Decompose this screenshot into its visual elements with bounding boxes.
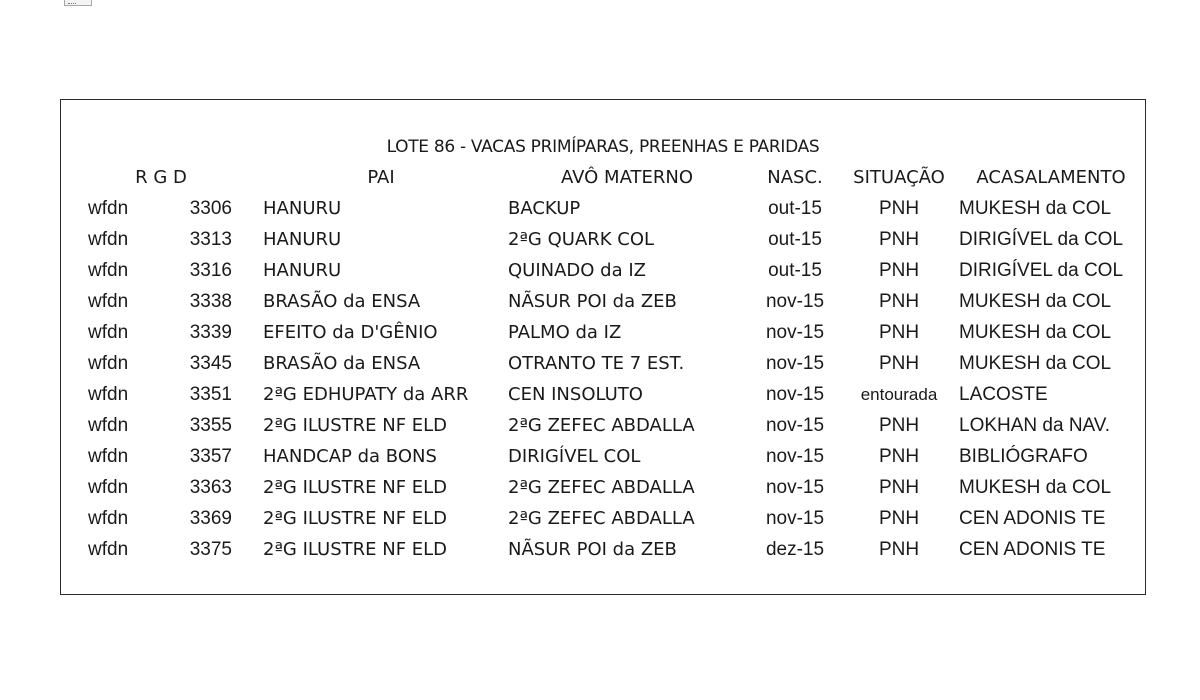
- cell-situacao: PNH: [878, 322, 920, 343]
- cell-situacao: PNH: [878, 229, 920, 250]
- cell-avo-materno: DIRIGÍVEL COL: [508, 446, 641, 467]
- cell-prefix: wfdn: [88, 229, 129, 250]
- table-row: [0, 538, 1200, 569]
- cell-pai: EFEITO da D'GÊNIO: [263, 322, 438, 343]
- cell-acasalamento: MUKESH da COL: [959, 353, 1112, 374]
- cell-avo-materno: NÃSUR POI da ZEB: [508, 539, 677, 560]
- cell-avo-materno: 2ªG ZEFEC ABDALLA: [508, 508, 695, 529]
- header-nasc: NASC.: [767, 167, 823, 188]
- header-rgd: R G D: [135, 167, 187, 188]
- cell-pai: 2ªG ILUSTRE NF ELD: [263, 539, 448, 560]
- cell-rgd: 3351: [189, 384, 232, 405]
- cell-rgd: 3369: [189, 508, 232, 529]
- cell-acasalamento: DIRIGÍVEL da COL: [959, 229, 1124, 250]
- cell-rgd: 3339: [189, 322, 232, 343]
- cell-acasalamento: LACOSTE: [959, 384, 1048, 405]
- cell-prefix: wfdn: [88, 446, 129, 467]
- cell-nasc: dez-15: [765, 539, 825, 560]
- cell-pai: BRASÃO da ENSA: [263, 353, 421, 374]
- table-body: [0, 197, 1200, 569]
- cell-avo-materno: OTRANTO TE 7 EST.: [508, 353, 685, 374]
- cell-pai: 2ªG ILUSTRE NF ELD: [263, 477, 448, 498]
- cell-pai: HANURU: [263, 229, 342, 250]
- cell-avo-materno: QUINADO da IZ: [508, 260, 646, 281]
- cell-avo-materno: NÃSUR POI da ZEB: [508, 291, 677, 312]
- cell-acasalamento: MUKESH da COL: [959, 477, 1112, 498]
- table-row: [0, 290, 1200, 321]
- cell-pai: HANURU: [263, 198, 342, 219]
- cell-nasc: nov-15: [765, 353, 825, 374]
- cell-prefix: wfdn: [88, 415, 129, 436]
- cell-nasc: out-15: [768, 229, 822, 250]
- cell-prefix: wfdn: [88, 353, 129, 374]
- cell-rgd: 3345: [189, 353, 232, 374]
- cell-avo-materno: 2ªG QUARK COL: [508, 229, 655, 250]
- cell-situacao: PNH: [878, 260, 920, 281]
- cell-nasc: nov-15: [765, 477, 825, 498]
- cell-acasalamento: BIBLIÓGRAFO: [959, 446, 1088, 467]
- cell-nasc: nov-15: [765, 508, 825, 529]
- table-row: [0, 228, 1200, 259]
- cell-acasalamento: MUKESH da COL: [959, 291, 1112, 312]
- cell-avo-materno: CEN INSOLUTO: [508, 384, 643, 405]
- cell-situacao: PNH: [878, 508, 920, 529]
- cell-pai: BRASÃO da ENSA: [263, 291, 421, 312]
- table-row: [0, 321, 1200, 352]
- cell-nasc: out-15: [768, 260, 822, 281]
- cell-prefix: wfdn: [88, 539, 129, 560]
- header-situacao: SITUAÇÃO: [853, 167, 945, 188]
- cell-pai: 2ªG ILUSTRE NF ELD: [263, 415, 448, 436]
- cell-prefix: wfdn: [88, 508, 129, 529]
- cell-acasalamento: LOKHAN da NAV.: [959, 415, 1111, 436]
- cell-prefix: wfdn: [88, 260, 129, 281]
- cell-prefix: wfdn: [88, 198, 129, 219]
- cell-pai: 2ªG ILUSTRE NF ELD: [263, 508, 448, 529]
- table-row: [0, 352, 1200, 383]
- cell-situacao: PNH: [878, 291, 920, 312]
- cell-situacao: PNH: [878, 353, 920, 374]
- cell-acasalamento: CEN ADONIS TE: [959, 508, 1106, 529]
- cell-pai: HANDCAP da BONS: [263, 446, 437, 467]
- cell-avo-materno: 2ªG ZEFEC ABDALLA: [508, 477, 695, 498]
- cell-nasc: nov-15: [765, 291, 825, 312]
- cell-acasalamento: MUKESH da COL: [959, 198, 1112, 219]
- cell-rgd: 3355: [189, 415, 232, 436]
- cell-nasc: nov-15: [765, 322, 825, 343]
- cell-prefix: wfdn: [88, 322, 129, 343]
- cell-pai: 2ªG EDHUPATY da ARR: [263, 384, 469, 405]
- cell-avo-materno: BACKUP: [508, 198, 581, 219]
- table-row: [0, 259, 1200, 290]
- cell-rgd: 3306: [189, 198, 232, 219]
- cell-rgd: 3375: [189, 539, 232, 560]
- cell-prefix: wfdn: [88, 477, 129, 498]
- header-acasalamento: ACASALAMENTO: [976, 167, 1126, 188]
- table-row: [0, 197, 1200, 228]
- cell-nasc: nov-15: [765, 446, 825, 467]
- cell-nasc: out-15: [768, 198, 822, 219]
- cell-rgd: 3363: [189, 477, 232, 498]
- cell-prefix: wfdn: [88, 384, 129, 405]
- cell-rgd: 3316: [189, 260, 232, 281]
- cell-prefix: wfdn: [88, 291, 129, 312]
- header-avo-materno: AVÔ MATERNO: [560, 167, 694, 188]
- cell-acasalamento: CEN ADONIS TE: [959, 539, 1106, 560]
- cell-pai: HANURU: [263, 260, 342, 281]
- cell-nasc: nov-15: [765, 415, 825, 436]
- cell-acasalamento: DIRIGÍVEL da COL: [959, 260, 1124, 281]
- table-row: [0, 507, 1200, 538]
- table-row: [0, 414, 1200, 445]
- header-pai: PAI: [367, 167, 395, 188]
- cell-situacao: PNH: [878, 477, 920, 498]
- cell-situacao: PNH: [878, 198, 920, 219]
- table-row: [0, 476, 1200, 507]
- cell-situacao: PNH: [878, 415, 920, 436]
- cell-situacao: PNH: [878, 446, 920, 467]
- cell-situacao: entourada: [860, 385, 938, 404]
- cell-nasc: nov-15: [765, 384, 825, 405]
- cell-rgd: 3338: [189, 291, 232, 312]
- cell-rgd: 3357: [189, 446, 232, 467]
- cell-acasalamento: MUKESH da COL: [959, 322, 1112, 343]
- cell-situacao: PNH: [878, 539, 920, 560]
- cell-avo-materno: PALMO da IZ: [508, 322, 622, 343]
- embedded-object-icon: [64, 0, 92, 6]
- table-row: [0, 383, 1200, 414]
- cell-avo-materno: 2ªG ZEFEC ABDALLA: [508, 415, 695, 436]
- cell-rgd: 3313: [189, 229, 232, 250]
- table-row: [0, 445, 1200, 476]
- table-title: LOTE 86 - VACAS PRIMÍPARAS, PREENHAS E PARIDAS: [386, 137, 820, 157]
